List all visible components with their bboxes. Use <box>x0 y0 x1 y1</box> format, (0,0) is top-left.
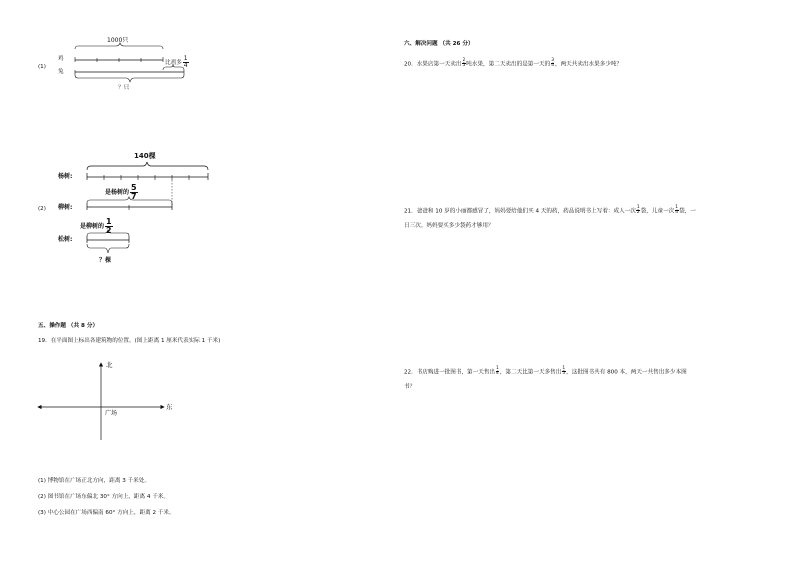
east-label: 东 <box>166 403 173 411</box>
question-20: 20．水果店第一天卖出 $\frac{2}{5}$ 吨水果，第二天卖出的是第一天的 $\frac{3}{4}$ ，两天共卖出水果多少吨？ <box>404 58 623 69</box>
diagram-1-chicken-label: 鸡 <box>58 56 64 62</box>
diagram-1-number: (1) <box>38 64 46 70</box>
diagram-2-total-label: 140棵 <box>134 152 156 160</box>
diagram-1-question-label: ？只 <box>118 85 130 91</box>
question-22: 22．书店购进一批图书，第一天售出 $\frac{1}{4}$ ，第二天比第一天多售出 $\frac{1}{5}$ ，这批图书共有 800 本，两天一共售出多少本图 <box>404 366 687 377</box>
diagram-2-rel1-label: 是杨树的 $\frac{5}{7}$ <box>105 183 137 201</box>
question-19: 19．在平面图上标出各建筑物的位置。(图上距离 1 厘米代表实际 1 千米) <box>38 338 221 344</box>
center-label: 广场 <box>105 410 118 417</box>
diagram-2-willow-label: 柳树: <box>58 204 73 211</box>
diagram-2-poplar-label: 杨树: <box>58 173 73 180</box>
question-21-line-2: 日三次。妈妈要买多少袋药才够用？ <box>404 223 494 229</box>
diagram-1-total-label: 1000只 <box>107 37 129 44</box>
diagram-1-compare-label: 比鸡多 $\frac{1}{4}$ <box>165 55 188 69</box>
q19-item-1: (1) 博物馆在广场正北方向，距离 3 千米处。 <box>38 478 150 484</box>
section-6-heading: 六、解决问题 （共 26 分） <box>404 41 474 47</box>
diagram-2-rel2-label: 是柳树的 $\frac{1}{2}$ <box>80 217 112 235</box>
diagram-2-number: (2) <box>38 206 46 212</box>
q19-item-3: (3) 中心公园在广场西偏南 60° 方向上，距离 2 千米。 <box>38 510 175 516</box>
question-21: 21．爸爸和 10 岁的小丽都感冒了，妈妈要给他们买 4 天的药，药品说明书上写着：成人一次 $\frac{1}{2}$ 袋，儿童一次 $\frac{1}{4}$ 袋，一 <box>404 205 696 216</box>
diagram-1-rabbit-label: 兔 <box>58 69 64 75</box>
north-label: 北 <box>106 361 113 369</box>
question-22-line-2: 书？ <box>404 384 416 390</box>
diagram-2-question-label: ？棵 <box>99 257 112 264</box>
q19-item-2: (2) 图书馆在广场东偏北 30° 方向上，距离 4 千米。 <box>38 494 169 500</box>
diagram-2-pine-label: 松树: <box>58 236 73 243</box>
section-5-heading: 五、操作题 （共 8 分） <box>38 323 99 329</box>
